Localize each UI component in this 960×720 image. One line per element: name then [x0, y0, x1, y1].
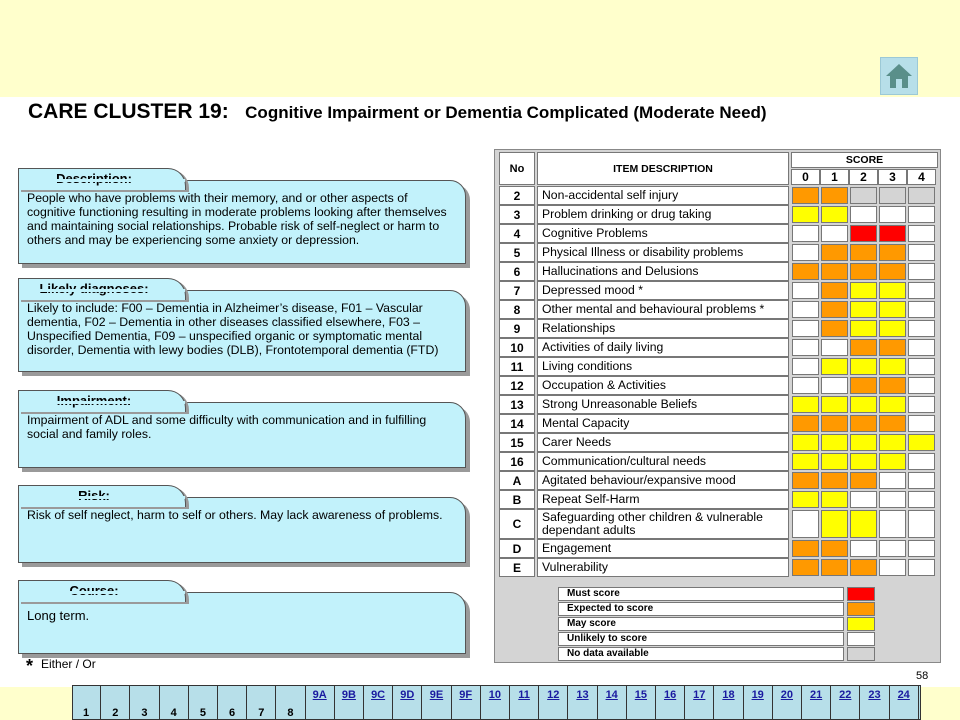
- score-cell: [850, 510, 877, 538]
- nav-button-15[interactable]: 15: [627, 686, 656, 720]
- score-cell: [908, 510, 935, 538]
- score-cell: [850, 263, 877, 280]
- score-cell: [850, 453, 877, 470]
- home-icon: [884, 61, 914, 91]
- score-cell: [908, 339, 935, 356]
- score-cell: [879, 540, 906, 557]
- score-cell: [792, 282, 819, 299]
- diagnoses-box: [18, 278, 468, 378]
- score-cell: [879, 339, 906, 356]
- diagnoses-text: Likely to include: F00 – Dementia in Alzheimer’s disease, F01 – Vascular dementia, F02 – Dementia in other diseases classified elsewhere, F03 – Unspecified Dementia, F09 – unspecified organic or symptomatic mental disorder, Dementia with lewy bodies (DLB), Frontotemporal dementia (FTD): [18, 290, 466, 372]
- nav-button-22[interactable]: 22: [831, 686, 860, 720]
- row-description: Carer Needs: [537, 433, 789, 452]
- row-no: 13: [499, 395, 535, 414]
- nav-button-9d[interactable]: 9D: [393, 686, 422, 720]
- score-cell: [908, 453, 935, 470]
- score-cell: [850, 472, 877, 489]
- score-cell: [850, 377, 877, 394]
- score-cell: [792, 263, 819, 280]
- score-cell: [821, 510, 848, 538]
- legend-label: Expected to score: [558, 602, 844, 616]
- score-cell: [850, 206, 877, 223]
- nav-button-2[interactable]: 2: [101, 686, 130, 720]
- row-description: Physical Illness or disability problems: [537, 243, 789, 262]
- cluster-title: CARE CLUSTER 19:: [28, 100, 229, 123]
- row-description: Vulnerability: [537, 558, 789, 577]
- score-cell: [908, 244, 935, 261]
- score-cell: [821, 472, 848, 489]
- row-no: C: [499, 509, 535, 539]
- row-no: 7: [499, 281, 535, 300]
- legend-swatch-may: [847, 617, 875, 631]
- score-cell: [879, 472, 906, 489]
- row-description: Mental Capacity: [537, 414, 789, 433]
- nav-button-7[interactable]: 7: [247, 686, 276, 720]
- row-no: 2: [499, 186, 535, 205]
- score-cell: [879, 320, 906, 337]
- score-cell: [850, 320, 877, 337]
- row-description: Agitated behaviour/expansive mood: [537, 471, 789, 490]
- score-cell: [792, 244, 819, 261]
- description-box: [18, 168, 468, 268]
- footnote-text: Either / Or: [41, 657, 96, 671]
- nav-button-5[interactable]: 5: [189, 686, 218, 720]
- nav-button-10[interactable]: 10: [481, 686, 510, 720]
- nav-button-6[interactable]: 6: [218, 686, 247, 720]
- nav-button-4[interactable]: 4: [160, 686, 189, 720]
- nav-button-3[interactable]: 3: [130, 686, 159, 720]
- score-cell: [908, 263, 935, 280]
- score-cell: [879, 491, 906, 508]
- header-score-3: 3: [878, 169, 907, 185]
- score-cell: [908, 225, 935, 242]
- nav-button-9e[interactable]: 9E: [422, 686, 451, 720]
- nav-button-9b[interactable]: 9B: [335, 686, 364, 720]
- score-cell: [879, 415, 906, 432]
- score-cell: [879, 225, 906, 242]
- row-no: D: [499, 539, 535, 558]
- row-no: 9: [499, 319, 535, 338]
- header-score-1: 1: [820, 169, 849, 185]
- score-cell: [850, 339, 877, 356]
- score-cell: [792, 559, 819, 576]
- row-no: B: [499, 490, 535, 509]
- score-cell: [821, 491, 848, 508]
- score-cell: [792, 301, 819, 318]
- row-description: Cognitive Problems: [537, 224, 789, 243]
- score-cell: [850, 559, 877, 576]
- score-cell: [850, 396, 877, 413]
- nav-button-16[interactable]: 16: [656, 686, 685, 720]
- row-description: Hallucinations and Delusions: [537, 262, 789, 281]
- nav-button-9f[interactable]: 9F: [452, 686, 481, 720]
- header-score-4: 4: [907, 169, 936, 185]
- nav-button-9a[interactable]: 9A: [306, 686, 335, 720]
- row-description: Engagement: [537, 539, 789, 558]
- score-cell: [821, 377, 848, 394]
- nav-button-23[interactable]: 23: [860, 686, 889, 720]
- legend-swatch-unlikely: [847, 632, 875, 646]
- score-cell: [821, 282, 848, 299]
- score-cell: [821, 453, 848, 470]
- score-cell: [908, 187, 935, 204]
- page-title: [28, 100, 767, 124]
- score-cell: [908, 282, 935, 299]
- nav-button-1[interactable]: 1: [72, 686, 101, 720]
- score-cell: [792, 491, 819, 508]
- legend-label: May score: [558, 617, 844, 631]
- row-no: 4: [499, 224, 535, 243]
- header-score: SCORE: [791, 152, 938, 168]
- nav-button-12[interactable]: 12: [539, 686, 568, 720]
- row-description: Non-accidental self injury: [537, 186, 789, 205]
- score-cell: [879, 377, 906, 394]
- top-band: [0, 0, 960, 97]
- cluster-subtitle: Cognitive Impairment or Dementia Complicated (Moderate Need): [245, 103, 767, 122]
- score-cell: [821, 206, 848, 223]
- score-cell: [879, 396, 906, 413]
- row-no: 11: [499, 357, 535, 376]
- score-cell: [908, 206, 935, 223]
- row-description: Communication/cultural needs: [537, 452, 789, 471]
- description-text: People who have problems with their memory, and or other aspects of cognitive functioning resulting in moderate problems looking after themselves and maintaining social relationships. Probable risk of self-neglect or harm to others and may be experiencing some anxiety or depression.: [18, 180, 466, 264]
- score-cell: [879, 301, 906, 318]
- nav-button-20[interactable]: 20: [773, 686, 802, 720]
- header-item-description: ITEM DESCRIPTION: [537, 152, 789, 185]
- score-cell: [821, 301, 848, 318]
- score-cell: [821, 339, 848, 356]
- row-no: 6: [499, 262, 535, 281]
- row-description: Depressed mood *: [537, 281, 789, 300]
- row-description: Living conditions: [537, 357, 789, 376]
- score-cell: [821, 187, 848, 204]
- score-cell: [850, 491, 877, 508]
- footnote: [26, 656, 96, 677]
- row-no: 16: [499, 452, 535, 471]
- row-no: 12: [499, 376, 535, 395]
- row-description: Occupation & Activities: [537, 376, 789, 395]
- row-no: 10: [499, 338, 535, 357]
- score-cell: [879, 187, 906, 204]
- nav-button-19[interactable]: 19: [744, 686, 773, 720]
- row-description: Safeguarding other children & vulnerable dependant adults: [537, 509, 789, 539]
- nav-button-24[interactable]: 24: [890, 686, 919, 720]
- row-no: 14: [499, 414, 535, 433]
- score-table: [494, 149, 941, 663]
- course-box: [18, 580, 468, 650]
- row-no: 5: [499, 243, 535, 262]
- legend-label: Unlikely to score: [558, 632, 844, 646]
- score-cell: [850, 187, 877, 204]
- header-score-2: 2: [849, 169, 878, 185]
- score-cell: [850, 225, 877, 242]
- home-button[interactable]: [880, 57, 918, 95]
- score-cell: [908, 415, 935, 432]
- score-cell: [792, 320, 819, 337]
- score-cell: [792, 510, 819, 538]
- nav-button-11[interactable]: 11: [510, 686, 539, 720]
- score-cell: [850, 434, 877, 451]
- score-cell: [908, 320, 935, 337]
- score-cell: [792, 453, 819, 470]
- score-cell: [908, 377, 935, 394]
- score-cell: [821, 358, 848, 375]
- legend-swatch-expected: [847, 602, 875, 616]
- score-cell: [792, 206, 819, 223]
- score-cell: [792, 358, 819, 375]
- score-cell: [908, 301, 935, 318]
- nav-button-13[interactable]: 13: [568, 686, 597, 720]
- course-text: Long term.: [18, 592, 466, 654]
- score-cell: [850, 244, 877, 261]
- row-description: Problem drinking or drug taking: [537, 205, 789, 224]
- score-cell: [821, 244, 848, 261]
- impairment-text: Impairment of ADL and some difficulty with communication and in fulfilling social and family roles.: [18, 402, 466, 468]
- score-cell: [821, 396, 848, 413]
- score-cell: [879, 263, 906, 280]
- nav-button-8[interactable]: 8: [276, 686, 305, 720]
- score-cell: [821, 263, 848, 280]
- score-cell: [908, 472, 935, 489]
- score-cell: [792, 396, 819, 413]
- score-cell: [792, 472, 819, 489]
- row-description: Activities of daily living: [537, 338, 789, 357]
- legend-label: Must score: [558, 587, 844, 601]
- score-cell: [879, 282, 906, 299]
- score-cell: [879, 559, 906, 576]
- score-cell: [792, 415, 819, 432]
- score-cell: [879, 434, 906, 451]
- nav-button-14[interactable]: 14: [598, 686, 627, 720]
- header-score-0: 0: [791, 169, 820, 185]
- row-no: 8: [499, 300, 535, 319]
- score-cell: [792, 377, 819, 394]
- row-description: Relationships: [537, 319, 789, 338]
- row-no: 3: [499, 205, 535, 224]
- score-cell: [821, 225, 848, 242]
- nav-button-21[interactable]: 21: [802, 686, 831, 720]
- score-cell: [850, 282, 877, 299]
- score-cell: [879, 358, 906, 375]
- row-description: Repeat Self-Harm: [537, 490, 789, 509]
- score-cell: [850, 301, 877, 318]
- row-no: E: [499, 558, 535, 577]
- nav-button-9c[interactable]: 9C: [364, 686, 393, 720]
- row-description: Strong Unreasonable Beliefs: [537, 395, 789, 414]
- legend-label: No data available: [558, 647, 844, 661]
- footnote-star: *: [26, 656, 34, 676]
- score-cell: [792, 225, 819, 242]
- nav-button-18[interactable]: 18: [714, 686, 743, 720]
- impairment-box: [18, 390, 468, 470]
- score-cell: [908, 396, 935, 413]
- score-cell: [908, 559, 935, 576]
- legend-swatch-must: [847, 587, 875, 601]
- row-no: A: [499, 471, 535, 490]
- page-number: 58: [916, 670, 929, 682]
- score-cell: [879, 244, 906, 261]
- score-cell: [908, 434, 935, 451]
- score-cell: [850, 358, 877, 375]
- score-cell: [850, 415, 877, 432]
- legend-swatch-nodata: [847, 647, 875, 661]
- score-cell: [821, 559, 848, 576]
- score-cell: [879, 453, 906, 470]
- score-cell: [908, 540, 935, 557]
- score-cell: [850, 540, 877, 557]
- row-description: Other mental and behavioural problems *: [537, 300, 789, 319]
- score-cell: [908, 358, 935, 375]
- risk-text: Risk of self neglect, harm to self or others. May lack awareness of problems.: [18, 497, 466, 563]
- score-cell: [821, 434, 848, 451]
- score-cell: [792, 187, 819, 204]
- risk-box: [18, 485, 468, 565]
- row-no: 15: [499, 433, 535, 452]
- header-no: No: [499, 152, 535, 185]
- score-cell: [792, 434, 819, 451]
- nav-button-17[interactable]: 17: [685, 686, 714, 720]
- score-cell: [879, 510, 906, 538]
- score-cell: [821, 320, 848, 337]
- score-cell: [821, 540, 848, 557]
- score-cell: [821, 415, 848, 432]
- score-cell: [908, 491, 935, 508]
- score-cell: [879, 206, 906, 223]
- score-cell: [792, 540, 819, 557]
- score-cell: [792, 339, 819, 356]
